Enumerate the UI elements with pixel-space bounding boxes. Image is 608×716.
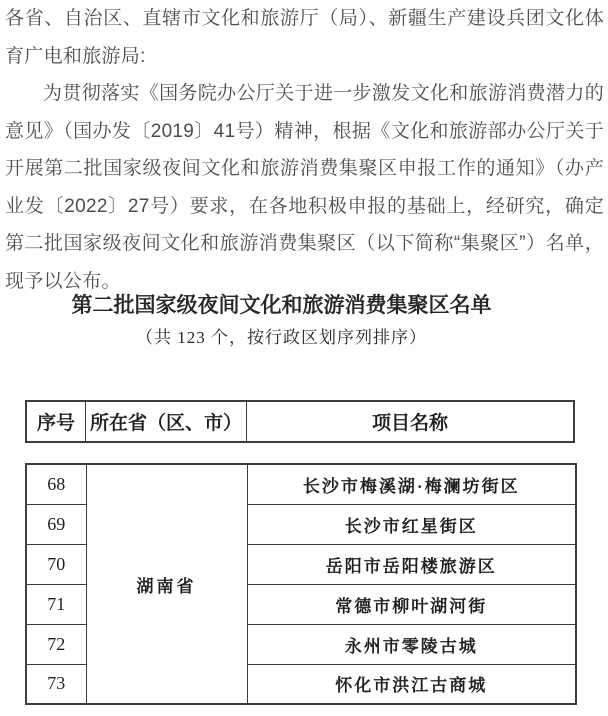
cluster-list-table: [25, 463, 577, 705]
list-subtitle: （共 123 个，按行政区划序列排序）: [136, 328, 427, 347]
document-text-block: [5, 0, 604, 300]
cell-serial: 68: [26, 464, 86, 504]
header-cell-serial: 序号: [27, 402, 86, 441]
cell-project: 长沙市梅溪湖·梅澜坊街区: [247, 464, 576, 504]
cell-project: 常德市柳叶湖河街: [247, 584, 576, 624]
list-title-block: [5, 290, 558, 350]
cell-serial: 71: [26, 584, 86, 624]
cell-province: 湖南省: [86, 464, 247, 704]
header-cell-province: 所在省（区、市）: [86, 402, 247, 441]
header-cell-project: 项目名称: [371, 413, 448, 434]
body-paragraph: 为贯彻落实《国务院办公厅关于进一步激发文化和旅游消费潜力的意见》（国办发〔2019〕41号）精神，根据《文化和旅游部办公厅关于开展第二批国家级夜间文化和旅游消费集聚区申报工作的通知》（办产业发〔2022〕27号）要求，在各地积极申报的基础上，经研究，确定第二批国家级夜间文化和旅游消费集聚区（以下简称“集聚区”）名单，现予以公布。: [5, 83, 604, 292]
cell-serial: 70: [26, 544, 86, 584]
cell-serial: 72: [26, 624, 86, 664]
table-header-row: [25, 400, 575, 443]
cell-serial: 73: [26, 664, 86, 704]
salutation: 各省、自治区、直辖市文化和旅游厅（局）、新疆生产建设兵团文化体育广电和旅游局:: [5, 8, 604, 67]
cell-serial: 69: [26, 504, 86, 544]
table-row: [26, 464, 576, 504]
list-title: 第二批国家级夜间文化和旅游消费集聚区名单: [71, 293, 492, 317]
cell-project: 怀化市洪江古商城: [247, 664, 576, 704]
cell-project: 永州市零陵古城: [247, 624, 576, 664]
cell-project: 长沙市红星街区: [247, 504, 576, 544]
cell-project: 岳阳市岳阳楼旅游区: [247, 544, 576, 584]
